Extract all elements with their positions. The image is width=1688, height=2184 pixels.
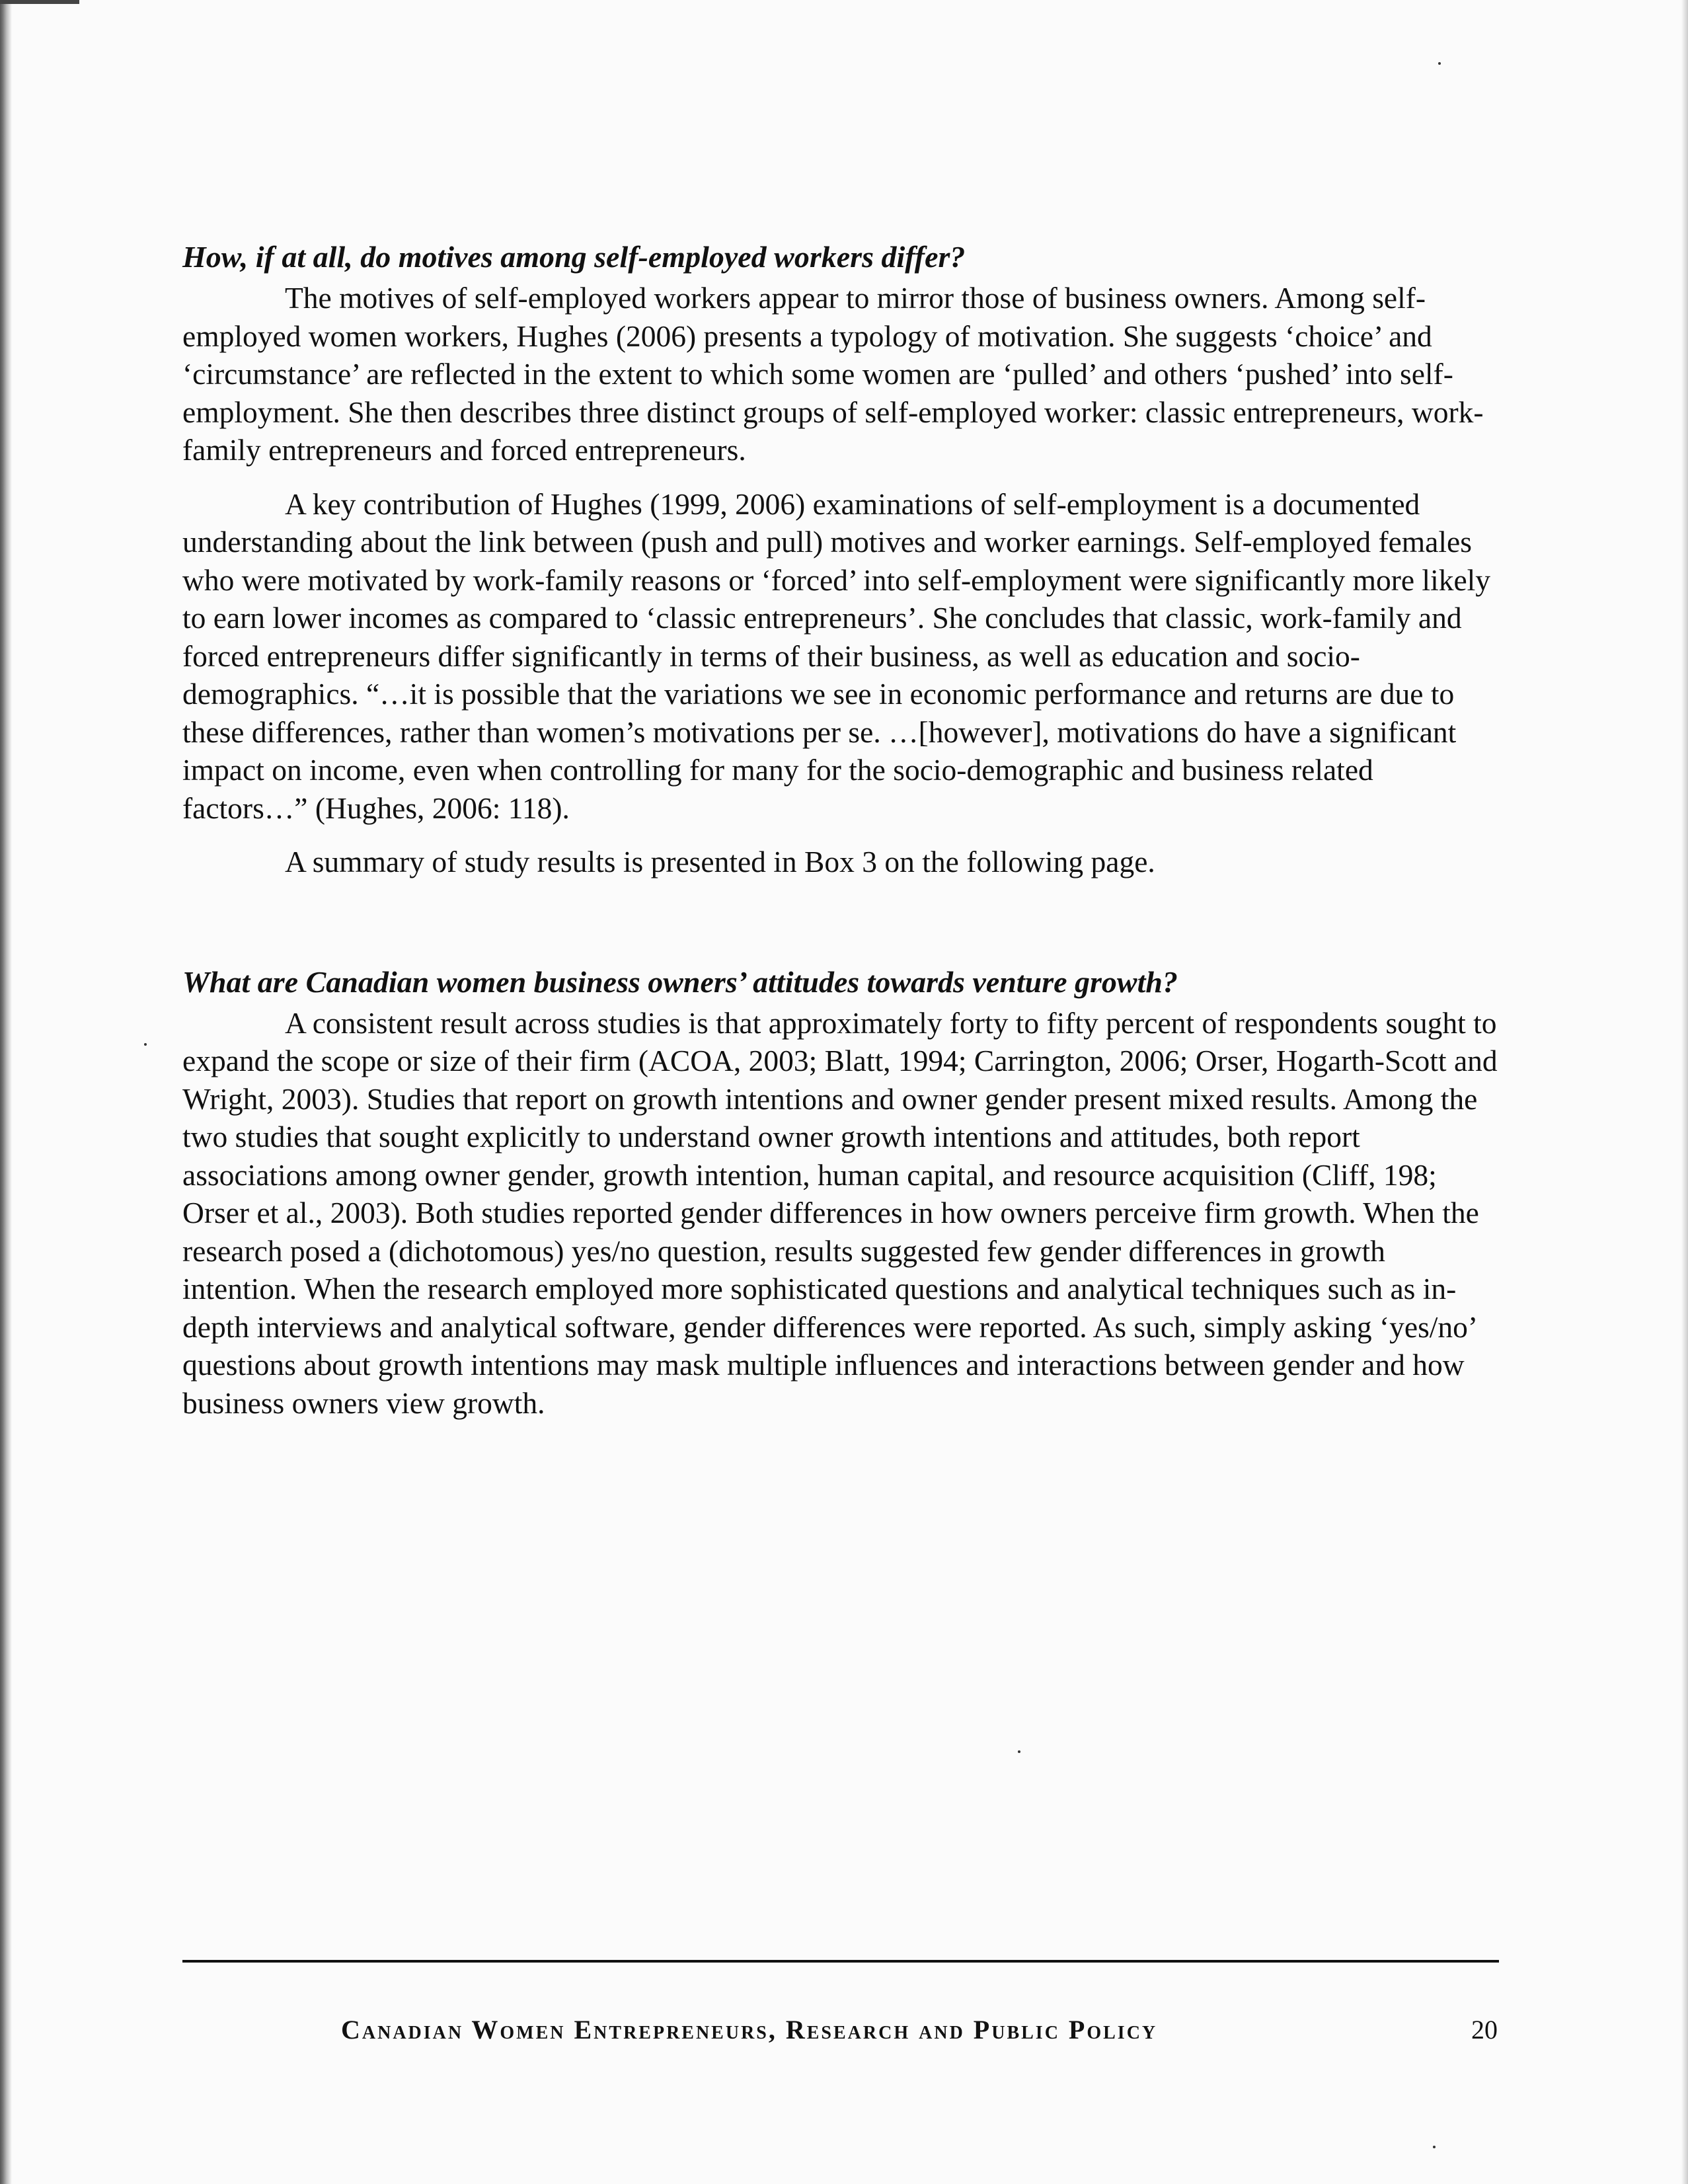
section-heading: What are Canadian women business owners’ attitudes towards venture growth? [182,964,1178,999]
scan-edge-left [0,0,12,2184]
section-growth-attitudes [182,963,1504,1423]
section-self-employed-motives [182,238,1504,881]
scan-speck [1438,62,1441,65]
paragraph: The motives of self-employed workers appear to mirror those of business owners. Among self-employed women workers, Hughes (2006) presents a typology of motivation. She suggests ‘choice’ and ‘circumstance’ are reflected in the extent to which some women are ‘pulled’ and others ‘pushed’ into self-employment. She then describes three distinct groups of self-employed worker: classic entrepreneurs, work-family entrepreneurs and forced entrepreneurs. [182,281,1484,467]
scan-edge-right [1681,0,1688,2184]
section-heading: How, if at all, do motives among self-employed workers differ? [182,240,966,274]
scan-speck [1018,1750,1020,1753]
section-spacer [182,897,1504,963]
footer-title: Canadian Women Entrepreneurs, Research and Public Policy [341,2015,1158,2045]
scan-edge-top [0,0,79,4]
paragraph: A consistent result across studies is that approximately forty to fifty percent of respondents sought to expand the scope or size of their firm (ACOA, 2003; Blatt, 1994; Carrington, 2006; Orser, Hogarth-Scott and Wright, 2003). Studies that report on growth intentions and owner gender present mixed results. Among the two studies that sought explicitly to understand owner growth intentions and attitudes, both report associations among owner gender, growth intention, human capital, and resource acquisition (Cliff, 198; Orser et al., 2003). Both studies reported gender differences in how owners perceive firm growth. When the research posed a (dichotomous) yes/no question, results suggested few gender differences in growth intention. When the research employed more sophisticated questions and analytical techniques such as in-depth interviews and analytical software, gender differences were reported. As such, simply asking ‘yes/no’ questions about growth intentions may mask multiple influences and interactions between gender and how business owners view growth. [182,1005,1498,1420]
scan-speck [1433,2146,1436,2148]
page-body [182,238,1504,1438]
scan-speck [144,1043,147,1046]
page-number: 20 [1471,2015,1498,2045]
paragraph: A key contribution of Hughes (1999, 2006) examinations of self-employment is a documented understanding about the link between (push and pull) motives and worker earnings. Self-employed females who were motivated by work-family reasons or ‘forced’ into self-employment were significantly more likely to earn lower incomes as compared to ‘classic entrepreneurs’. She concludes that classic, work-family and forced entrepreneurs differ significantly in terms of their business, as well as education and socio-demographics. “…it is possible that the variations we see in economic performance and returns are due to these differences, rather than women’s motivations per se. …[however], motivations do have a significant impact on income, even when controlling for many for the socio-demographic and business related factors…” (Hughes, 2006: 118). [182,487,1491,825]
paragraph: A summary of study results is presented in Box 3 on the following page. [285,845,1155,878]
footer-rule [182,1960,1499,1963]
